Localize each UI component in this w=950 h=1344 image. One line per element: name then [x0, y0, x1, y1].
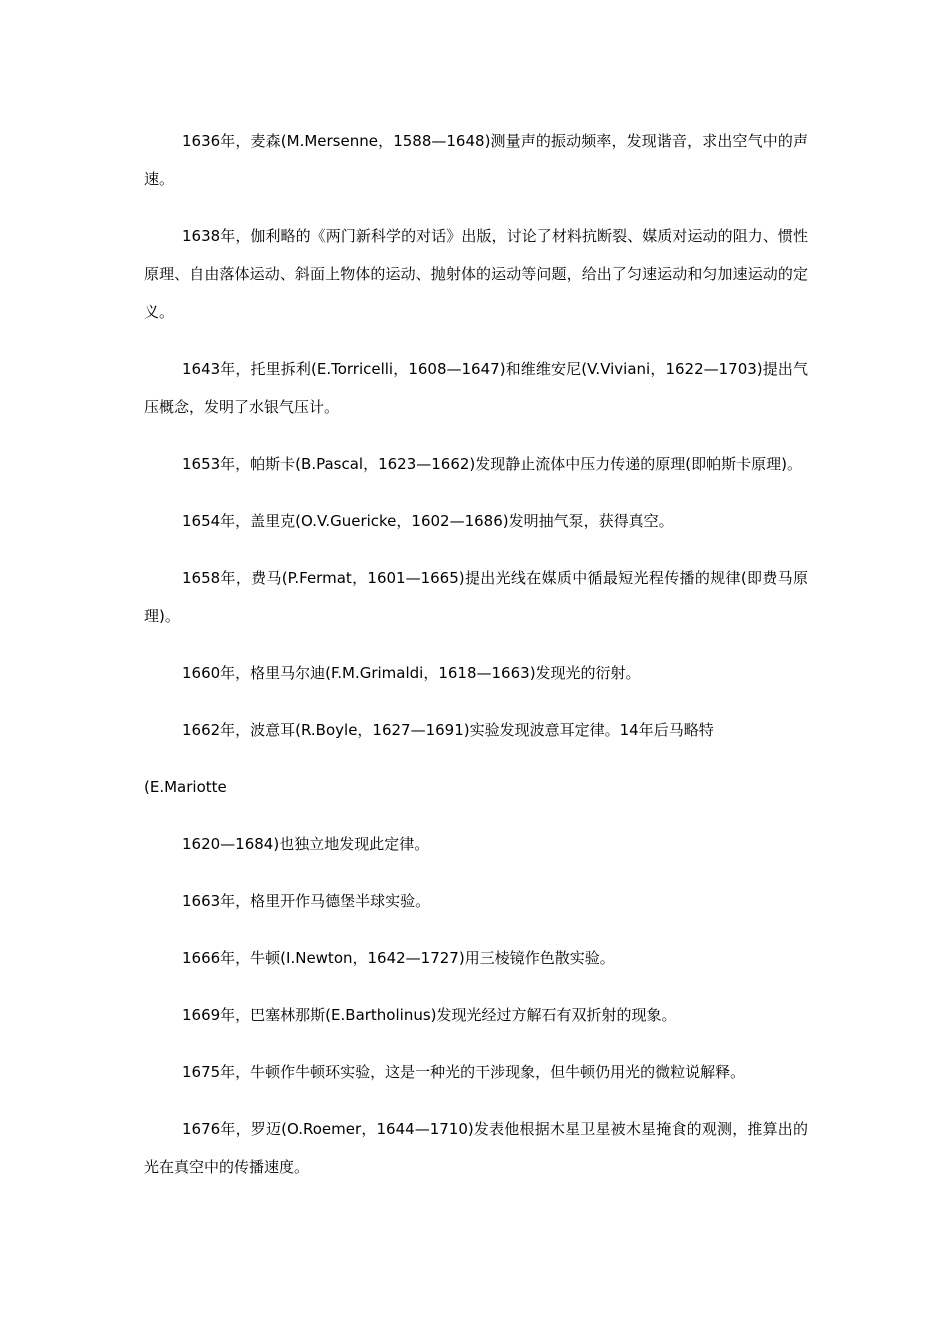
paragraph-1676: 1676年，罗迈(O.Roemer，1644—1710)发表他根据木星卫星被木星掩食的观测，推算出的光在真空中的传播速度。 — [144, 1120, 808, 1176]
paragraph-1662: 1662年，波意耳(R.Boyle，1627—1691)实验发现波意耳定律。14年后马略特 — [182, 721, 714, 739]
paragraph-1653: 1653年，帕斯卡(B.Pascal，1623—1662)发现静止流体中压力传递的原理(即帕斯卡原理)。 — [182, 455, 802, 473]
paragraph-1675: 1675年，牛顿作牛顿环实验，这是一种光的干涉现象，但牛顿仍用光的微粒说解释。 — [182, 1063, 746, 1081]
paragraph-1663: 1663年，格里开作马德堡半球实验。 — [182, 892, 431, 910]
paragraph-1643: 1643年，托里拆利(E.Torricelli，1608—1647)和维维安尼(V.Viviani，1622—1703)提出气压概念，发明了水银气压计。 — [144, 360, 808, 416]
paragraph-1638: 1638年，伽利略的《两门新科学的对话》出版，讨论了材料抗断裂、媒质对运动的阻力、惯性原理、自由落体运动、斜面上物体的运动、抛射体的运动等问题，给出了匀速运动和匀加速运动的定义。 — [144, 227, 808, 321]
paragraph-1654: 1654年，盖里克(O.V.Guericke，1602—1686)发明抽气泵，获得真空。 — [182, 512, 674, 530]
paragraph-1658: 1658年，费马(P.Fermat，1601—1665)提出光线在媒质中循最短光程传播的规律(即费马原理)。 — [144, 569, 808, 625]
document-body — [144, 122, 808, 1205]
paragraph-1636: 1636年，麦森(M.Mersenne，1588—1648)测量声的振动频率，发现谐音，求出空气中的声速。 — [144, 132, 808, 188]
paragraph-1669: 1669年，巴塞林那斯(E.Bartholinus)发现光经过方解石有双折射的现象。 — [182, 1006, 677, 1024]
paragraph-1660: 1660年，格里马尔迪(F.M.Grimaldi，1618—1663)发现光的衍射。 — [182, 664, 641, 682]
paragraph-1666: 1666年，牛顿(I.Newton，1642—1727)用三棱镜作色散实验。 — [182, 949, 615, 967]
paragraph-1620-1684: 1620—1684)也独立地发现此定律。 — [182, 835, 430, 853]
paragraph-mariotte: (E.Mariotte — [144, 778, 227, 796]
